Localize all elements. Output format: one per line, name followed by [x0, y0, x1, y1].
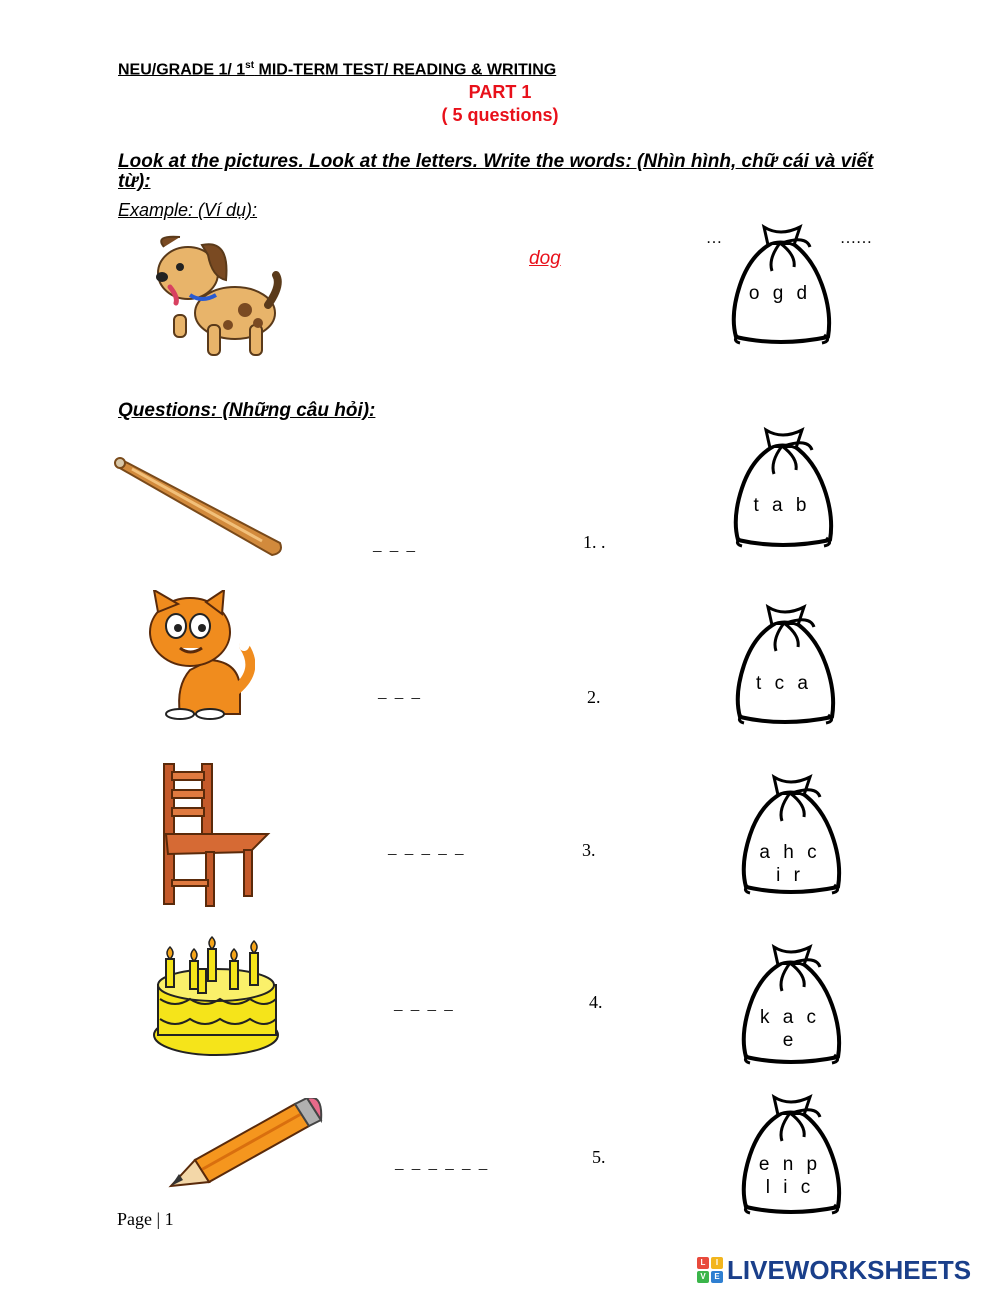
chair-icon — [158, 762, 273, 915]
header-line-post: MID-TERM TEST/ READING & WRITING — [254, 61, 557, 79]
bag-letters-line: t c a — [756, 673, 812, 694]
header-line-pre: NEU/GRADE 1/ 1 — [118, 61, 246, 79]
answer-blank-5[interactable]: _ _ _ _ _ _ — [395, 1153, 490, 1172]
letter-bag-5 — [720, 1085, 860, 1230]
header-line-sup: st — [245, 60, 255, 71]
liveworksheets-logo[interactable] — [697, 1255, 971, 1285]
example-answer: dog — [529, 248, 561, 269]
example-label: Example: (Ví dụ): — [118, 200, 258, 220]
answer-blank-3[interactable]: _ _ _ _ _ — [388, 838, 466, 857]
bag-letters-line: i r — [776, 865, 804, 886]
letter-bag-2 — [714, 595, 854, 740]
question-number-4: 4. — [589, 992, 603, 1012]
pencil-icon — [165, 1098, 325, 1195]
question-number-1: 1. . — [583, 532, 606, 552]
example-letter-bag — [710, 215, 850, 360]
birthday-cake-icon — [150, 935, 285, 1065]
letter-bag-1 — [712, 418, 852, 563]
question-number-3: 3. — [582, 840, 596, 860]
test-header — [118, 60, 556, 79]
logo-block: V — [697, 1271, 709, 1283]
questions-heading: Questions: (Những câu hỏi): — [118, 400, 376, 421]
bag-letters-line: e — [782, 1030, 798, 1051]
bag-letters-line: k a c — [759, 1007, 821, 1028]
logo-wordmark: LIVEWORKSHEETS — [727, 1254, 972, 1285]
logo-block: E — [711, 1271, 723, 1283]
letter-bag-4 — [720, 935, 860, 1080]
example-dots-right: …… — [840, 230, 872, 247]
answer-blank-1[interactable]: _ _ _ — [373, 535, 417, 554]
bag-letters-line: e n p — [758, 1154, 822, 1175]
bag-letters-line: a h c — [759, 842, 821, 863]
bag-letters-line: l i c — [765, 1177, 815, 1198]
cat-icon — [140, 590, 255, 725]
example-dots-left: … — [706, 230, 722, 247]
part-subtitle: ( 5 questions) — [441, 105, 559, 125]
bag-letters-line: o g d — [748, 283, 812, 304]
logo-blocks-icon — [697, 1257, 723, 1283]
answer-blank-2[interactable]: _ _ _ — [378, 682, 422, 701]
letter-bag-3 — [720, 765, 860, 910]
question-number-2: 2. — [587, 687, 601, 707]
bag-letters-line: t a b — [753, 495, 811, 516]
dog-icon — [150, 225, 285, 370]
page-footer: Page | 1 — [117, 1209, 174, 1229]
logo-block: I — [711, 1257, 723, 1269]
question-number-5: 5. — [592, 1147, 606, 1167]
instruction: Look at the pictures. Look at the letters. Write the words: (Nhìn hình, chữ cái và viết từ): — [118, 151, 874, 192]
logo-block: L — [697, 1257, 709, 1269]
part-title: PART 1 — [468, 82, 532, 102]
baseball-bat-icon — [112, 455, 287, 565]
answer-blank-4[interactable]: _ _ _ _ — [394, 994, 455, 1013]
